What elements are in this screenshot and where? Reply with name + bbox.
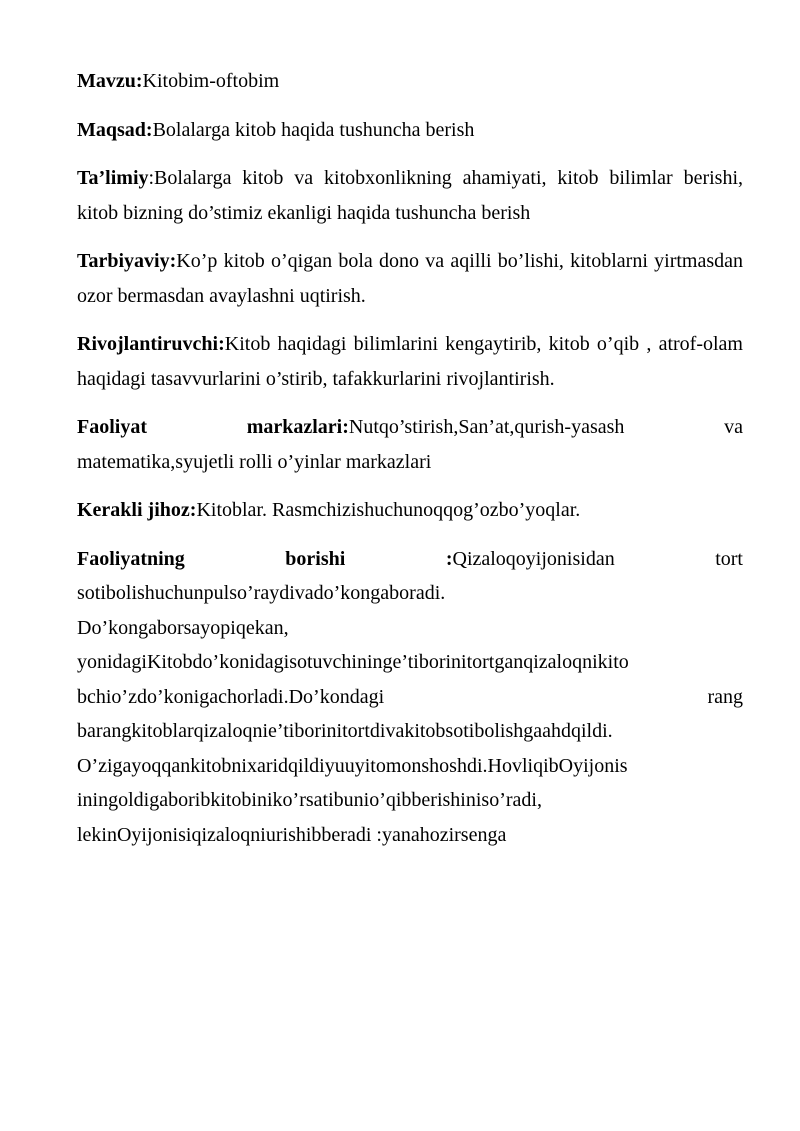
faoliyatning-borishi-line2: sotibolishuchunpulso’raydivado’kongaboradi. (77, 582, 446, 604)
faoliyatning-borishi-line9: lekinOyijonisiqizaloqniurishibberadi :yanahozirsenga (77, 823, 507, 846)
maqsad-label: Maqsad: (77, 118, 153, 141)
faoliyat-markazlari-text-line1-end: va (724, 416, 743, 438)
document-page (77, 64, 743, 852)
rivojlantiruvchi-paragraph (77, 327, 743, 396)
faoliyat-markazlari-label-group (247, 410, 625, 445)
faoliyat-markazlari-text-line2: matematika,syujetli rolli o’yinlar markazlari (77, 450, 432, 473)
faoliyatning-borishi-line3: Do’kongaborsayopiqekan, (77, 616, 289, 639)
rivojlantiruvchi-label: Rivojlantiruvchi: (77, 333, 225, 355)
faoliyatning-borishi-line5-end: rang (707, 685, 743, 708)
faoliyat-markazlari-text-line1: Nutqo’stirish,San’at,qurish-yasash (348, 416, 625, 438)
faoliyatning-borishi-paragraph (77, 542, 743, 853)
mavzu-text: Kitobim-oftobim (142, 70, 280, 92)
talimiy-paragraph (77, 161, 743, 230)
faoliyatning-borishi-line1-group (446, 542, 615, 577)
faoliyatning-borishi-line5-start: bchio’zdo’konigachorladi.Do’kondagi (77, 685, 385, 708)
faoliyat-markazlari-paragraph (77, 410, 743, 479)
faoliyat-markazlari-label-word1: Faoliyat (77, 416, 147, 438)
faoliyatning-borishi-label-word2: borishi (285, 547, 346, 570)
maqsad-text: Bolalarga kitob haqida tushuncha berish (152, 118, 475, 141)
tarbiyaviy-paragraph (77, 244, 743, 313)
faoliyatning-borishi-label-word1: Faoliyatning (77, 547, 185, 570)
tarbiyaviy-label: Tarbiyaviy: (77, 250, 177, 272)
faoliyatning-borishi-line5 (77, 680, 743, 715)
faoliyat-markazlari-label-word2: markazlari: (246, 416, 349, 438)
faoliyatning-borishi-line4: yonidagiKitobdo’konidagisotuvchininge’tiborinitortganqizaloqnikito (77, 651, 629, 673)
faoliyatning-borishi-line8: iningoldigaboribkitobiniko’rsatibunio’qibberishiniso’radi, (77, 789, 542, 811)
rivojlantiruvchi-text: Kitob haqidagi bilimlarini kengaytirib, kitob o’qib , atrof-olam haqidagi tasavvurlarini o’stirib, tafakkurlarini rivojlantirish. (77, 333, 743, 390)
maqsad-paragraph (77, 113, 743, 148)
kerakli-jihoz-label: Kerakli jihoz: (77, 499, 197, 521)
faoliyatning-borishi-line1-end: tort (715, 547, 743, 570)
mavzu-paragraph (77, 64, 743, 99)
talimiy-label: Ta’limiy (77, 167, 149, 189)
tarbiyaviy-text: Ko’p kitob o’qigan bola dono va aqilli bo’lishi, kitoblarni yirtmasdan ozor bermasdan avaylashni uqtirish. (77, 250, 743, 307)
faoliyatning-borishi-line7: O’zigayoqqankitobnixaridqildiyuuyitomonshoshdi.HovliqibOyijonis (77, 754, 628, 777)
faoliyatning-borishi-line1-text: Qizaloqoyijonisidan (452, 547, 615, 570)
faoliyatning-borishi-line1 (77, 542, 743, 577)
faoliyatning-borishi-line6: barangkitoblarqizaloqnie’tiborinitortdivakitobsotibolishgaahdqildi. (77, 720, 613, 742)
faoliyatning-borishi-label-word3: : (445, 547, 453, 570)
kerakli-jihoz-paragraph (77, 493, 743, 528)
kerakli-jihoz-text: Kitoblar. Rasmchizishuchunoqqog’ozbo’yoqlar. (196, 499, 581, 521)
mavzu-label: Mavzu: (77, 70, 143, 92)
talimiy-text: :Bolalarga kitob va kitobxonlikning ahamiyati, kitob bilimlar berishi, kitob bizning do’stimiz ekanligi haqida tushuncha berish (77, 167, 743, 224)
faoliyat-markazlari-line1 (77, 410, 743, 445)
